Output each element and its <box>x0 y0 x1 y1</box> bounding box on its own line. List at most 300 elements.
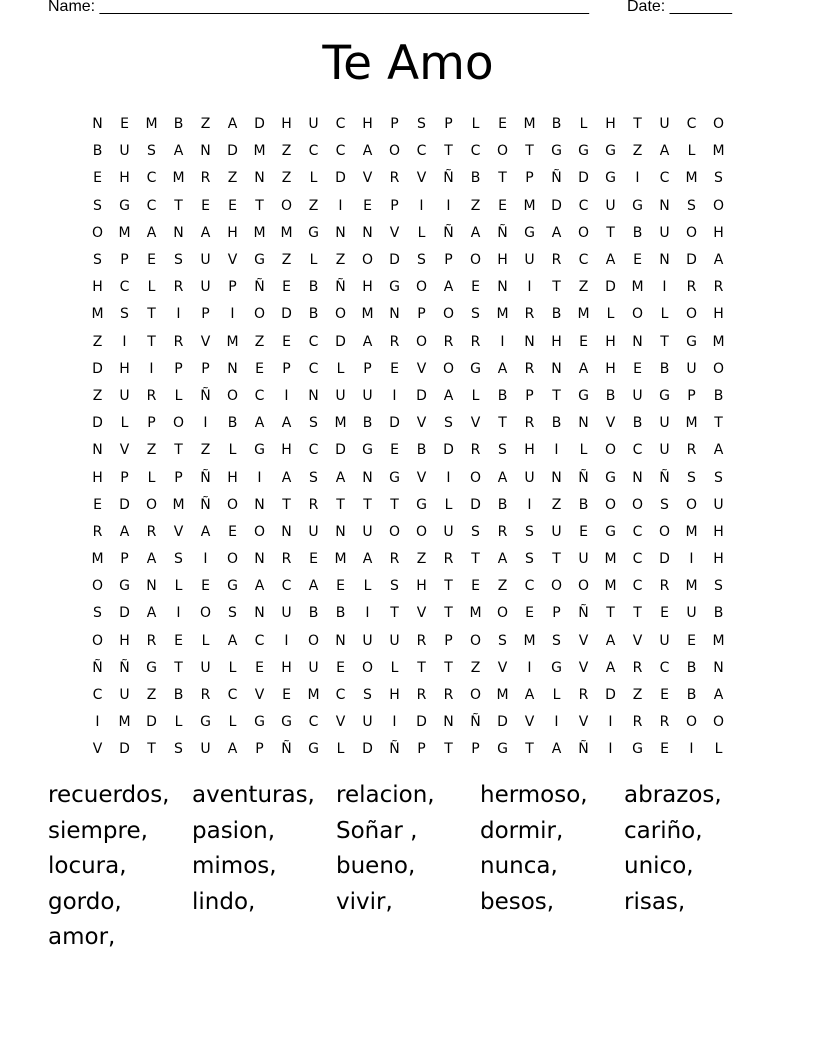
word-list-item: relacion, <box>336 782 435 808</box>
grid-letter: I <box>230 306 235 323</box>
grid-row <box>84 329 732 356</box>
grid-row <box>84 492 732 519</box>
grid-letter: V <box>524 714 535 731</box>
grid-letter: E <box>498 116 507 133</box>
grid-letter: D <box>119 496 130 513</box>
grid-letter: H <box>713 306 724 323</box>
grid-letter: R <box>416 632 427 649</box>
grid-letter: T <box>444 605 453 622</box>
grid-letter: G <box>605 143 616 160</box>
grid-letter: N <box>254 170 265 187</box>
grid-letter: G <box>632 197 643 214</box>
grid-letter: R <box>524 415 535 432</box>
grid-letter: P <box>228 279 237 296</box>
grid-letter: V <box>92 741 103 758</box>
grid-letter: M <box>172 496 185 513</box>
grid-letter: C <box>524 578 535 595</box>
grid-letter: E <box>93 496 102 513</box>
grid-letter: D <box>443 442 454 459</box>
grid-letter: N <box>254 605 265 622</box>
grid-letter: A <box>497 360 508 377</box>
grid-letter: A <box>551 224 562 241</box>
grid-letter: S <box>228 605 237 622</box>
grid-letter: N <box>389 306 400 323</box>
grid-letter: N <box>200 143 211 160</box>
grid-letter: V <box>416 170 427 187</box>
grid-letter: Z <box>200 116 211 133</box>
grid-letter: I <box>554 442 559 459</box>
grid-letter: O <box>145 496 158 513</box>
grid-letter: E <box>390 360 399 377</box>
grid-letter: U <box>443 523 454 540</box>
date-field-label: Date: _______ <box>627 0 732 15</box>
grid-letter: G <box>497 741 508 758</box>
grid-letter: E <box>336 578 345 595</box>
grid-letter: M <box>253 143 266 160</box>
grid-row <box>84 356 732 383</box>
grid-letter: Ñ <box>200 469 211 486</box>
grid-letter: B <box>632 415 643 432</box>
grid-letter: R <box>470 333 481 350</box>
grid-letter: M <box>712 333 725 350</box>
grid-letter: H <box>281 659 292 676</box>
grid-letter: G <box>254 442 265 459</box>
grid-letter: E <box>201 197 210 214</box>
word-list-item: mimos, <box>192 853 277 879</box>
grid-row <box>84 274 732 301</box>
grid-letter: C <box>254 387 265 404</box>
grid-letter: M <box>685 578 698 595</box>
grid-letter: D <box>470 496 481 513</box>
grid-letter: E <box>120 116 129 133</box>
grid-letter: Z <box>632 143 643 160</box>
grid-letter: L <box>363 578 372 595</box>
grid-letter: I <box>635 170 640 187</box>
grid-letter: A <box>605 659 616 676</box>
grid-letter: O <box>469 252 482 269</box>
grid-letter: G <box>119 197 130 214</box>
grid-letter: R <box>578 687 589 704</box>
grid-letter: A <box>362 333 373 350</box>
grid-letter: M <box>712 143 725 160</box>
grid-letter: L <box>417 224 426 241</box>
grid-letter: I <box>554 714 559 731</box>
grid-letter: D <box>497 714 508 731</box>
grid-letter: L <box>228 714 237 731</box>
grid-letter: Ñ <box>335 279 346 296</box>
grid-letter: N <box>92 442 103 459</box>
grid-letter: B <box>416 442 427 459</box>
grid-letter: O <box>658 523 671 540</box>
grid-letter: U <box>659 116 670 133</box>
grid-letter: O <box>712 714 725 731</box>
grid-letter: I <box>338 197 343 214</box>
grid-letter: H <box>362 116 373 133</box>
grid-letter: A <box>146 224 157 241</box>
grid-row <box>84 655 732 682</box>
grid-letter: H <box>524 442 535 459</box>
word-list-item: gordo, <box>48 888 122 915</box>
grid-letter: G <box>686 333 697 350</box>
grid-letter: B <box>92 143 103 160</box>
grid-letter: L <box>660 306 669 323</box>
grid-letter: P <box>201 360 210 377</box>
grid-letter: C <box>659 170 670 187</box>
grid-letter: D <box>551 197 562 214</box>
grid-letter: U <box>281 605 292 622</box>
grid-letter: U <box>524 252 535 269</box>
grid-letter: E <box>660 605 669 622</box>
grid-letter: R <box>470 442 481 459</box>
grid-letter: L <box>444 496 453 513</box>
grid-letter: N <box>632 333 643 350</box>
grid-letter: U <box>200 279 211 296</box>
grid-letter: P <box>120 469 129 486</box>
grid-letter: B <box>362 415 373 432</box>
word-list-item: amor, <box>48 924 116 950</box>
grid-letter: E <box>282 333 291 350</box>
word-list-item: bueno, <box>336 853 416 879</box>
grid-letter: U <box>551 523 562 540</box>
grid-letter: G <box>605 469 616 486</box>
grid-letter: L <box>714 741 723 758</box>
grid-letter: H <box>605 333 616 350</box>
grid-letter: N <box>659 252 670 269</box>
grid-letter: L <box>579 442 588 459</box>
grid-letter: G <box>470 360 481 377</box>
grid-row <box>84 247 732 274</box>
grid-letter: U <box>362 523 373 540</box>
grid-letter: H <box>119 360 130 377</box>
grid-letter: I <box>365 605 370 622</box>
grid-letter: R <box>308 496 319 513</box>
grid-letter: U <box>308 523 319 540</box>
grid-letter: T <box>660 333 669 350</box>
grid-letter: O <box>685 714 698 731</box>
grid-letter: P <box>201 306 210 323</box>
grid-letter: T <box>174 659 183 676</box>
grid-letter: D <box>335 333 346 350</box>
grid-letter: S <box>309 469 318 486</box>
grid-letter: L <box>174 387 183 404</box>
grid-letter: R <box>713 279 724 296</box>
grid-letter: D <box>281 306 292 323</box>
grid-letter: N <box>659 197 670 214</box>
grid-letter: Ñ <box>200 387 211 404</box>
grid-letter: U <box>200 252 211 269</box>
grid-letter: Z <box>470 197 481 214</box>
grid-letter: M <box>469 605 482 622</box>
grid-row <box>84 736 732 763</box>
grid-letter: M <box>523 116 536 133</box>
grid-letter: R <box>659 714 670 731</box>
grid-letter: S <box>417 252 426 269</box>
grid-letter: U <box>308 116 319 133</box>
grid-letter: E <box>309 551 318 568</box>
grid-letter: O <box>226 387 239 404</box>
grid-letter: E <box>228 523 237 540</box>
grid-letter: C <box>470 143 481 160</box>
grid-letter: B <box>308 279 319 296</box>
word-list-item: nunca, <box>480 853 558 879</box>
grid-letter: D <box>416 387 427 404</box>
grid-letter: G <box>524 224 535 241</box>
grid-letter: R <box>389 551 400 568</box>
grid-letter: T <box>714 415 723 432</box>
grid-letter: A <box>362 143 373 160</box>
grid-letter: T <box>417 659 426 676</box>
grid-letter: B <box>227 415 238 432</box>
grid-letter: Z <box>632 687 643 704</box>
grid-letter: A <box>281 469 292 486</box>
grid-letter: I <box>527 659 532 676</box>
grid-letter: G <box>227 578 238 595</box>
grid-letter: E <box>201 578 210 595</box>
grid-letter: E <box>255 659 264 676</box>
grid-letter: R <box>173 279 184 296</box>
grid-letter: Ñ <box>254 279 265 296</box>
grid-letter: P <box>444 632 453 649</box>
grid-letter: U <box>200 741 211 758</box>
grid-letter: I <box>527 279 532 296</box>
grid-letter: N <box>308 387 319 404</box>
grid-letter: U <box>659 224 670 241</box>
grid-letter: C <box>632 442 643 459</box>
grid-letter: C <box>659 659 670 676</box>
grid-letter: M <box>118 224 131 241</box>
grid-letter: Ñ <box>389 741 400 758</box>
grid-letter: O <box>91 224 104 241</box>
grid-letter: G <box>362 442 373 459</box>
grid-letter: T <box>147 306 156 323</box>
grid-letter: T <box>282 496 291 513</box>
grid-letter: M <box>91 306 104 323</box>
grid-letter: Ñ <box>470 714 481 731</box>
grid-letter: T <box>390 496 399 513</box>
grid-letter: Z <box>470 659 481 676</box>
grid-letter: S <box>687 469 696 486</box>
grid-letter: A <box>173 143 184 160</box>
grid-letter: D <box>389 252 400 269</box>
grid-letter: M <box>334 551 347 568</box>
grid-letter: T <box>255 197 264 214</box>
grid-letter: L <box>147 279 156 296</box>
grid-letter: O <box>577 224 590 241</box>
grid-letter: M <box>685 415 698 432</box>
grid-letter: G <box>254 252 265 269</box>
grid-letter: E <box>579 523 588 540</box>
word-list-item: dormir, <box>480 817 564 844</box>
grid-letter: G <box>281 714 292 731</box>
grid-letter: A <box>254 415 265 432</box>
grid-letter: C <box>146 197 157 214</box>
grid-letter: Ñ <box>551 170 562 187</box>
grid-letter: P <box>120 252 129 269</box>
grid-letter: O <box>226 551 239 568</box>
word-list-item: vivir, <box>336 888 393 915</box>
grid-letter: V <box>389 224 400 241</box>
grid-letter: C <box>308 333 319 350</box>
grid-letter: E <box>336 659 345 676</box>
grid-letter: A <box>713 442 724 459</box>
grid-letter: N <box>173 224 184 241</box>
grid-letter: M <box>523 632 536 649</box>
grid-letter: L <box>309 252 318 269</box>
grid-letter: Z <box>92 387 103 404</box>
grid-letter: O <box>685 306 698 323</box>
grid-letter: A <box>470 224 481 241</box>
grid-letter: Ñ <box>578 741 589 758</box>
grid-letter: S <box>390 578 399 595</box>
grid-letter: O <box>91 578 104 595</box>
grid-letter: G <box>119 578 130 595</box>
grid-letter: B <box>497 387 508 404</box>
grid-letter: M <box>145 116 158 133</box>
grid-letter: S <box>93 605 102 622</box>
grid-letter: O <box>172 415 185 432</box>
grid-letter: M <box>280 224 293 241</box>
grid-letter: S <box>309 415 318 432</box>
grid-letter: I <box>392 387 397 404</box>
grid-letter: P <box>444 116 453 133</box>
grid-letter: U <box>362 632 373 649</box>
grid-letter: B <box>551 306 562 323</box>
grid-letter: M <box>523 197 536 214</box>
word-list-item: recuerdos, <box>48 782 170 808</box>
grid-letter: N <box>578 415 589 432</box>
grid-letter: A <box>578 360 589 377</box>
grid-letter: P <box>282 360 291 377</box>
grid-letter: D <box>416 714 427 731</box>
grid-letter: B <box>173 687 184 704</box>
grid-letter: A <box>659 143 670 160</box>
grid-letter: S <box>498 632 507 649</box>
grid-letter: V <box>416 360 427 377</box>
grid-letter: P <box>174 469 183 486</box>
grid-letter: T <box>552 279 561 296</box>
grid-letter: G <box>389 469 400 486</box>
grid-letter: A <box>119 523 130 540</box>
grid-letter: D <box>389 415 400 432</box>
grid-letter: I <box>689 741 694 758</box>
grid-letter: A <box>335 469 346 486</box>
grid-letter: C <box>308 143 319 160</box>
grid-letter: T <box>174 197 183 214</box>
grid-letter: Ñ <box>497 224 508 241</box>
grid-letter: R <box>443 687 454 704</box>
grid-letter: V <box>497 659 508 676</box>
grid-row <box>84 138 732 165</box>
grid-letter: L <box>336 360 345 377</box>
grid-letter: P <box>174 360 183 377</box>
word-list <box>48 778 768 956</box>
grid-letter: E <box>633 252 642 269</box>
grid-letter: N <box>254 551 265 568</box>
grid-letter: C <box>308 442 319 459</box>
grid-letter: N <box>632 469 643 486</box>
grid-letter: I <box>689 551 694 568</box>
grid-row <box>84 519 732 546</box>
word-list-item: lindo, <box>192 888 256 915</box>
grid-letter: Z <box>146 687 157 704</box>
grid-letter: G <box>605 170 616 187</box>
grid-letter: L <box>201 632 210 649</box>
word-list-item: risas, <box>624 888 686 915</box>
grid-letter: Ñ <box>578 605 589 622</box>
grid-letter: T <box>471 551 480 568</box>
grid-letter: L <box>228 659 237 676</box>
grid-letter: N <box>551 360 562 377</box>
grid-letter: O <box>307 632 320 649</box>
grid-row <box>84 165 732 192</box>
grid-letter: S <box>444 415 453 432</box>
grid-letter: E <box>633 360 642 377</box>
grid-letter: N <box>254 496 265 513</box>
grid-letter: I <box>203 415 208 432</box>
grid-letter: L <box>606 306 615 323</box>
grid-letter: O <box>361 252 374 269</box>
grid-row <box>84 682 732 709</box>
grid-letter: B <box>308 306 319 323</box>
grid-letter: R <box>146 523 157 540</box>
page-title: Te Amo <box>322 36 494 91</box>
grid-letter: E <box>498 197 507 214</box>
grid-letter: C <box>281 578 292 595</box>
grid-letter: H <box>362 279 373 296</box>
grid-letter: B <box>605 387 616 404</box>
grid-letter: O <box>685 224 698 241</box>
grid-letter: N <box>362 469 373 486</box>
grid-letter: R <box>389 170 400 187</box>
grid-letter: Ñ <box>578 469 589 486</box>
grid-letter: P <box>147 415 156 432</box>
grid-letter: S <box>120 306 129 323</box>
grid-letter: U <box>659 632 670 649</box>
grid-letter: H <box>389 687 400 704</box>
grid-letter: S <box>714 469 723 486</box>
grid-letter: C <box>227 687 238 704</box>
grid-letter: P <box>417 741 426 758</box>
grid-letter: S <box>525 551 534 568</box>
grid-letter: T <box>525 741 534 758</box>
word-search-grid <box>84 111 732 764</box>
grid-letter: B <box>686 687 697 704</box>
grid-letter: A <box>146 605 157 622</box>
grid-letter: O <box>361 659 374 676</box>
grid-letter: M <box>334 415 347 432</box>
grid-letter: U <box>713 496 724 513</box>
grid-letter: T <box>363 496 372 513</box>
grid-letter: C <box>416 143 427 160</box>
grid-letter: H <box>497 252 508 269</box>
grid-letter: U <box>605 197 616 214</box>
grid-letter: H <box>551 333 562 350</box>
word-list-item: cariño, <box>624 817 703 844</box>
grid-letter: U <box>200 659 211 676</box>
grid-letter: G <box>605 523 616 540</box>
grid-letter: I <box>176 605 181 622</box>
grid-letter: D <box>92 360 103 377</box>
grid-letter: L <box>471 116 480 133</box>
grid-row <box>84 193 732 220</box>
grid-letter: A <box>200 523 211 540</box>
grid-letter: S <box>552 632 561 649</box>
grid-letter: D <box>362 741 373 758</box>
grid-letter: G <box>308 224 319 241</box>
grid-letter: O <box>604 496 617 513</box>
grid-letter: O <box>712 360 725 377</box>
grid-letter: B <box>335 605 346 622</box>
